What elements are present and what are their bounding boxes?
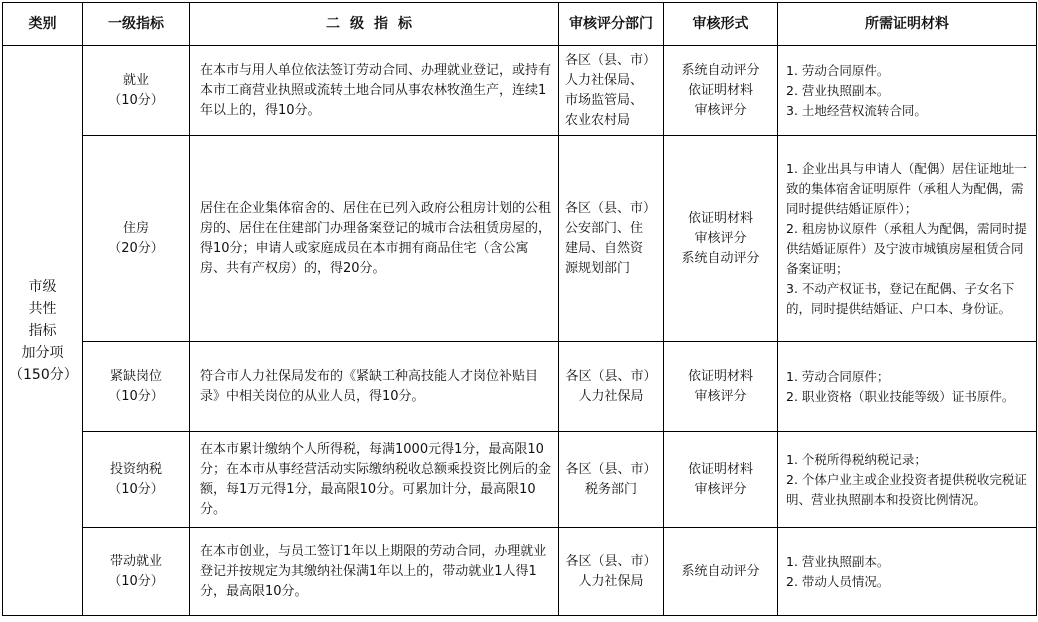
form-line: 审核评分 <box>694 102 747 118</box>
dept-line: 各区（县、市） <box>565 461 657 477</box>
level1-cell <box>83 432 190 528</box>
level1-cell <box>83 46 190 136</box>
header-level1: 一级指标 <box>83 3 190 46</box>
level1-name: 住房 <box>122 220 149 236</box>
level2-cell: 在本市与用人单位依法签订劳动合同、办理就业登记，或持有本市工商营业执照或流转土地合同从事农林牧渔生产，连续1年以上的，得10分。 <box>190 46 559 136</box>
materials-cell <box>778 528 1037 616</box>
material-item: 2. 职业资格（职业技能等级）证书原件。 <box>786 388 1015 404</box>
dept-cell <box>559 136 664 342</box>
dept-cell <box>559 46 664 136</box>
category-line: 市级 <box>28 278 57 295</box>
form-line: 系统自动评分 <box>681 563 760 579</box>
dept-line: 公安部门、住 <box>565 220 644 236</box>
form-line: 依证明材料 <box>687 368 753 384</box>
material-item: 2. 个体户业主或企业投资者提供税收完税证明、营业执照副本和投资比例情况。 <box>786 471 1027 507</box>
level2-cell: 居住在企业集体宿舍的、居住在已列入政府公租房计划的公租房的、居住在住建部门办理备案登记的城市合法租赁房屋的，得10分；申请人或家庭成员在本市拥有商品住宅（含公寓房、共有产权房）的，得20分。 <box>190 136 559 342</box>
level1-name: 带动就业 <box>109 553 162 569</box>
level2-cell: 在本市创业，与员工签订1年以上期限的劳动合同，办理就业登记并按规定为其缴纳社保满1年以上的，带动就业1人得1分，最高限10分。 <box>190 528 559 616</box>
level1-name: 就业 <box>122 72 149 88</box>
form-line: 审核评分 <box>694 230 747 246</box>
dept-line: 人力社保局、 <box>565 72 644 88</box>
dept-line: 各区（县、市） <box>565 368 657 384</box>
dept-line: 建局、自然资 <box>565 240 644 256</box>
form-cell <box>664 528 778 616</box>
level1-cell <box>83 136 190 342</box>
scoring-table <box>2 2 1037 616</box>
dept-line: 市场监管局、 <box>565 92 644 108</box>
material-item: 2. 营业执照副本。 <box>786 82 890 98</box>
level1-points: （10分） <box>108 92 164 108</box>
material-item: 3. 土地经营权流转合同。 <box>786 102 927 118</box>
material-item: 2. 带动人员情况。 <box>786 573 890 589</box>
header-materials: 所需证明材料 <box>778 3 1037 46</box>
dept-line: 各区（县、市） <box>565 553 657 569</box>
form-line: 系统自动评分 <box>681 250 760 266</box>
dept-line: 税务部门 <box>584 481 637 497</box>
dept-cell <box>559 342 664 432</box>
material-item: 1. 个税所得税纳税记录； <box>786 451 927 467</box>
form-line: 系统自动评分 <box>681 62 760 78</box>
form-line: 依证明材料 <box>687 82 753 98</box>
form-cell <box>664 432 778 528</box>
material-item: 1. 劳动合同原件。 <box>786 62 890 78</box>
header-dept: 审核评分部门 <box>559 3 664 46</box>
materials-cell <box>778 46 1037 136</box>
material-item: 2. 租房协议原件（承租人为配偶，需同时提供结婚证原件）及宁波市城镇房屋租赁合同备案证明； <box>786 220 1027 276</box>
dept-line: 人力社保局 <box>578 573 644 589</box>
category-line: （150分） <box>9 366 78 383</box>
dept-line: 各区（县、市） <box>565 52 657 68</box>
level2-cell: 在本市累计缴纳个人所得税，每满1000元得1分，最高限10分；在本市从事经营活动实际缴纳税收总额乘投资比例后的金额，每1万元得1分，最高限10分。可累加计分，最高限10分。 <box>190 432 559 528</box>
table-row <box>3 46 1037 136</box>
level1-name: 紧缺岗位 <box>109 368 162 384</box>
header-level2: 二级指标 <box>190 3 559 46</box>
materials-cell <box>778 342 1037 432</box>
material-item: 1. 劳动合同原件； <box>786 368 890 384</box>
form-line: 依证明材料 <box>687 461 753 477</box>
table-row <box>3 432 1037 528</box>
table-row <box>3 528 1037 616</box>
form-cell <box>664 46 778 136</box>
category-cell <box>3 46 83 616</box>
dept-line: 源规划部门 <box>565 260 631 276</box>
header-category: 类别 <box>3 3 83 46</box>
header-form: 审核形式 <box>664 3 778 46</box>
level1-points: （10分） <box>108 388 164 404</box>
material-item: 1. 营业执照副本。 <box>786 553 890 569</box>
dept-cell <box>559 432 664 528</box>
table-row <box>3 342 1037 432</box>
category-line: 指标 <box>28 322 57 339</box>
level1-cell <box>83 528 190 616</box>
level1-name: 投资纳税 <box>109 461 162 477</box>
dept-line: 农业农村局 <box>565 112 631 128</box>
level2-cell: 符合市人力社保局发布的《紧缺工种高技能人才岗位补贴目录》中相关岗位的从业人员，得10分。 <box>190 342 559 432</box>
form-line: 审核评分 <box>694 388 747 404</box>
dept-line: 各区（县、市） <box>565 200 657 216</box>
form-line: 审核评分 <box>694 481 747 497</box>
material-item: 1. 企业出具与申请人（配偶）居住证地址一致的集体宿舍证明原件（承租人为配偶，需同时提供结婚证原件）； <box>786 160 1027 216</box>
material-item: 3. 不动产权证书，登记在配偶、子女名下的，同时提供结婚证、户口本、身份证。 <box>786 280 1015 316</box>
level1-points: （20分） <box>108 240 164 256</box>
materials-cell <box>778 136 1037 342</box>
level1-cell <box>83 342 190 432</box>
category-line: 共性 <box>28 300 57 317</box>
form-cell <box>664 136 778 342</box>
dept-line: 人力社保局 <box>578 388 644 404</box>
dept-cell <box>559 528 664 616</box>
level1-points: （10分） <box>108 573 164 589</box>
form-cell <box>664 342 778 432</box>
level1-points: （10分） <box>108 481 164 497</box>
table-header-row <box>3 3 1037 46</box>
category-line: 加分项 <box>21 344 64 361</box>
materials-cell <box>778 432 1037 528</box>
table-row <box>3 136 1037 342</box>
form-line: 依证明材料 <box>687 210 753 226</box>
